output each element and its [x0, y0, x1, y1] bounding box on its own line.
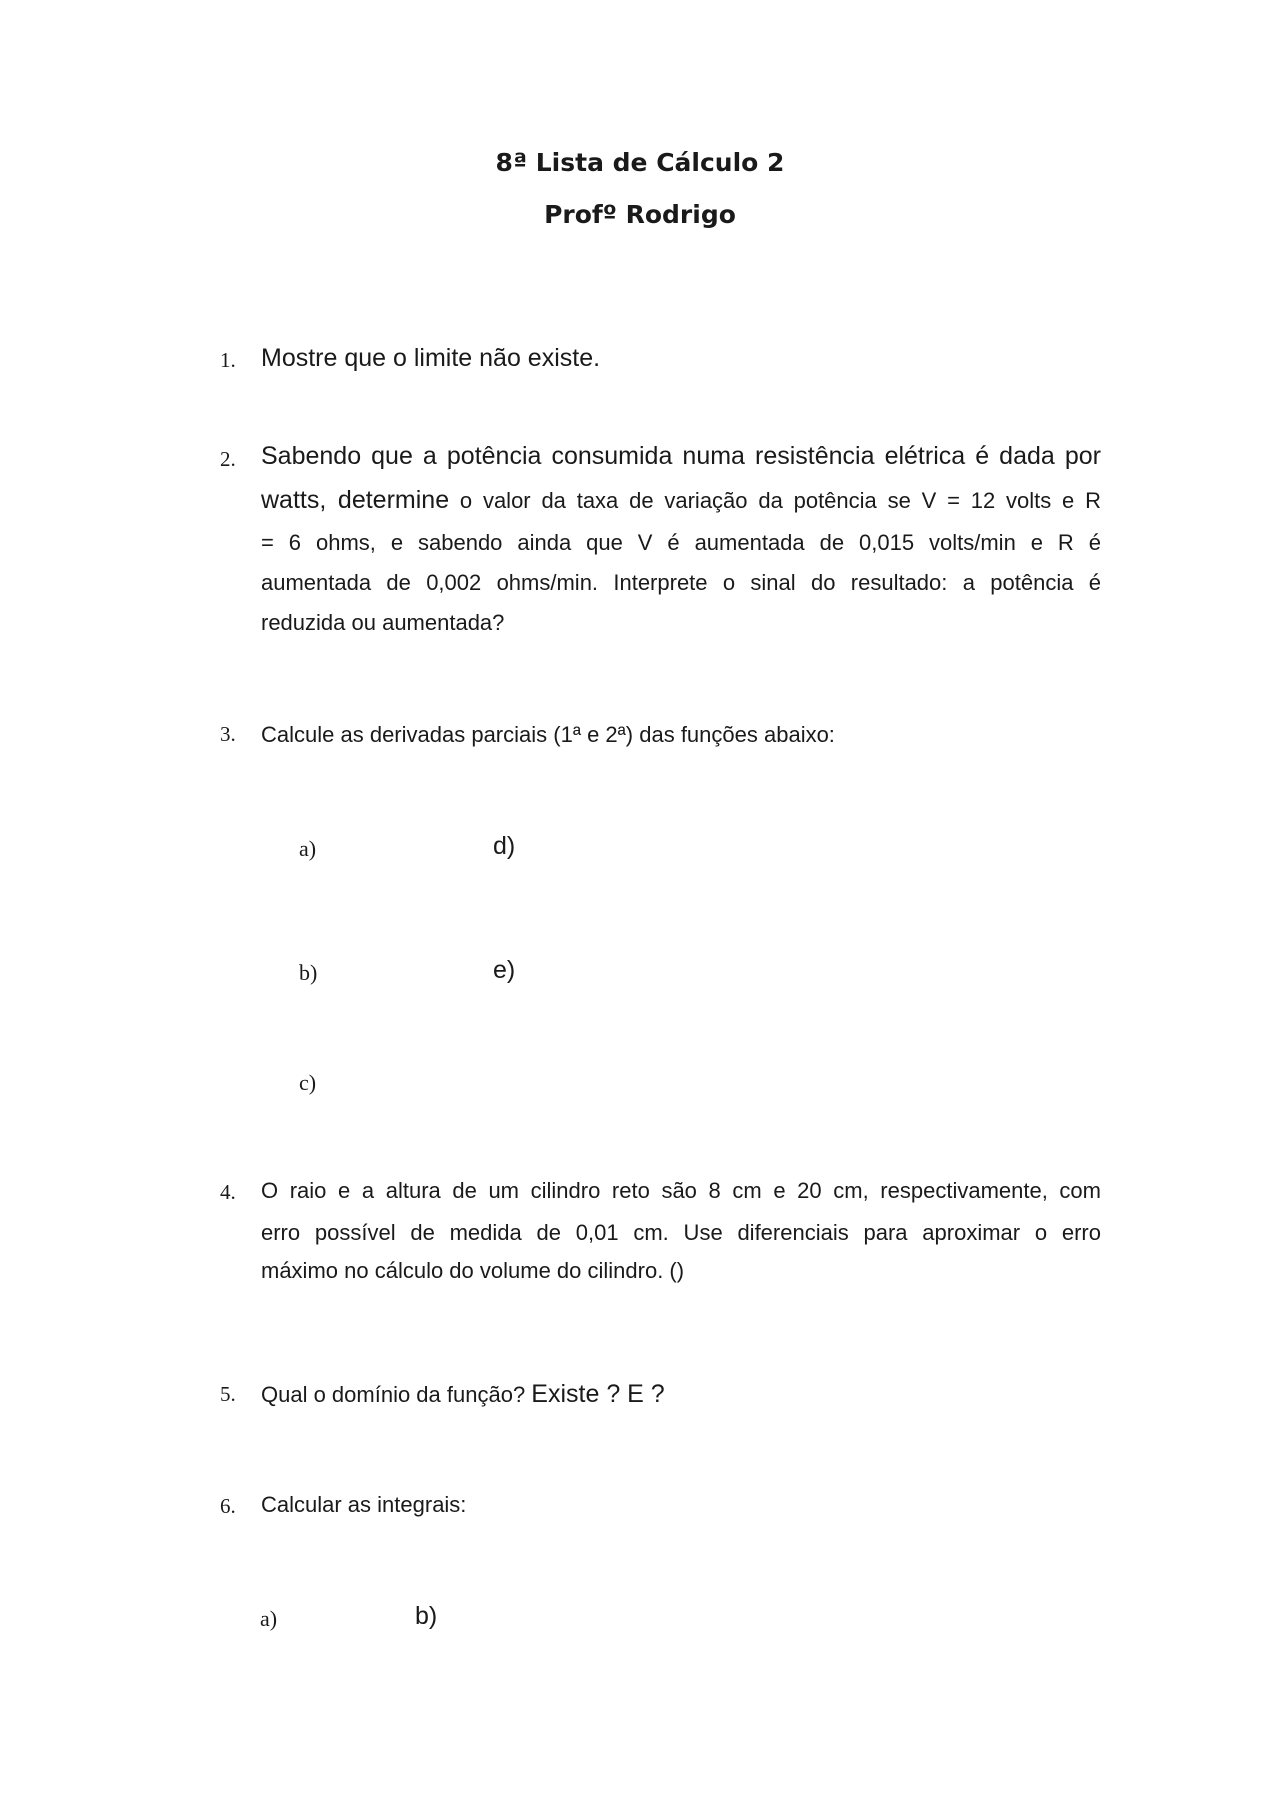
question-3-item-d: d) — [493, 832, 516, 860]
question-6-item-b: b) — [415, 1602, 438, 1630]
question-5-number: 5. — [220, 1382, 236, 1406]
question-2-line-2-lead: watts, determine — [261, 486, 450, 514]
question-2-line-1: Sabendo que a potência consumida numa resistência elétrica é dada por — [261, 442, 1101, 470]
question-6-number: 6. — [220, 1494, 236, 1518]
question-1-text: Mostre que o limite não existe. — [261, 344, 601, 372]
question-3-item-b: b) — [299, 960, 318, 985]
question-3-item-a: a) — [299, 836, 317, 861]
question-4-line-2: erro possível de medida de 0,01 cm. Use diferenciais para aproximar o erro — [261, 1220, 1101, 1245]
question-1-number: 1. — [220, 348, 236, 372]
question-3-number: 3. — [220, 722, 236, 746]
question-2-line-4: aumentada de 0,002 ohms/min. Interprete o sinal do resultado: a potência é — [261, 570, 1101, 595]
question-3-item-c: c) — [299, 1070, 317, 1095]
question-4-number: 4. — [220, 1180, 236, 1204]
question-4-line-1: O raio e a altura de um cilindro reto são 8 cm e 20 cm, respectivamente, com — [261, 1178, 1101, 1203]
question-3-item-e: e) — [493, 956, 516, 984]
page-title: 8ª Lista de Cálculo 2 — [495, 148, 785, 177]
professor-name: Profº Rodrigo — [544, 200, 736, 229]
question-2-number: 2. — [220, 447, 236, 471]
question-5-text-a: Qual o domínio da função? — [261, 1382, 532, 1407]
question-5-text-b: Existe ? E ? — [531, 1380, 665, 1408]
question-2-line-2 — [261, 486, 1101, 515]
question-2-line-3: = 6 ohms, e sabendo ainda que V é aumentada de 0,015 volts/min e R é — [261, 530, 1101, 555]
question-6-text: Calcular as integrais: — [261, 1492, 467, 1517]
question-4-line-3: máximo no cálculo do volume do cilindro. () — [261, 1258, 685, 1283]
question-2-line-5: reduzida ou aumentada? — [261, 610, 505, 635]
question-2-line-2-rest: o valor da taxa de variação da potência se V = 12 volts e R — [449, 488, 1101, 513]
question-6-item-a: a) — [260, 1606, 278, 1631]
question-3-text: Calcule as derivadas parciais (1ª e 2ª) das funções abaixo: — [261, 722, 835, 747]
question-5-text — [261, 1380, 1101, 1409]
